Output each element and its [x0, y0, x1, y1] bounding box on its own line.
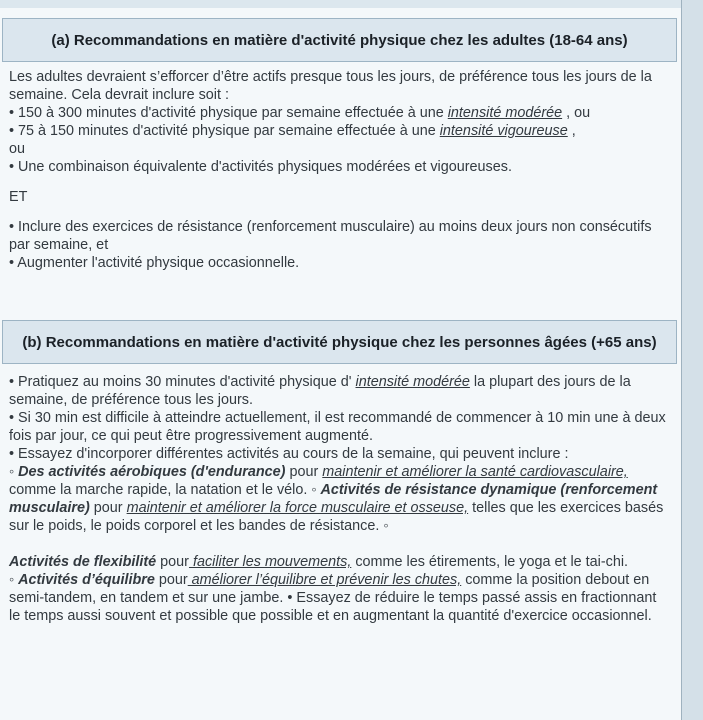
section-b-balance: ◦ Activités d’équilibre pour améliorer l’équilibre et prévenir les chutes, comme la position debout en semi-tandem, en tandem et sur une jambe. • Essayez de réduire le temps passé assis en fractionnant le temps aussi souvent et possible que possible et en augmentant la quantité d'exercice occasionnel.: [9, 572, 657, 624]
section-b-point-3: • Essayez d'incorporer différentes activités au cours de la semaine, qui peuvent inclure :: [9, 446, 569, 462]
section-a-bullet-1: • 150 à 300 minutes d'activité physique par semaine effectuée à une intensité modérée , ou: [9, 105, 591, 121]
cardio-health-link[interactable]: maintenir et améliorer la santé cardiovasculaire,: [322, 464, 628, 480]
balance-falls-link[interactable]: améliorer l’équilibre et prévenir les chutes,: [187, 572, 462, 588]
section-b-point-1: • Pratiquez au moins 30 minutes d'activité physique d' intensité modérée la plupart des jours de la semaine, de préférence tous les jours.: [9, 374, 631, 408]
section-a-bullet-5: • Augmenter l'activité physique occasionnelle.: [9, 255, 300, 271]
section-b-title: (b) Recommandations en matière d'activité physique chez les personnes âgées (+65 ans): [2, 320, 677, 364]
section-a-or: ou: [9, 141, 26, 157]
section-a-body: [9, 68, 669, 272]
muscle-strength-link[interactable]: maintenir et améliorer la force musculaire et osseuse,: [126, 500, 469, 516]
section-a-intro: Les adultes devraient s’efforcer d’être actifs presque tous les jours, de préférence tous les jours de la semaine. Cela devrait inclure soit :: [9, 69, 652, 103]
moderate-intensity-link-b[interactable]: intensité modérée: [355, 374, 470, 390]
vigorous-intensity-link[interactable]: intensité vigoureuse: [439, 123, 568, 139]
top-edge: [0, 0, 682, 8]
balance-activities-label: Activités d’équilibre: [18, 572, 155, 588]
section-a-title: (a) Recommandations en matière d'activité physique chez les adultes (18-64 ans): [2, 18, 677, 62]
flexibility-activities-label: Activités de flexibilité: [9, 554, 157, 570]
ease-movement-link[interactable]: faciliter les mouvements,: [188, 554, 352, 570]
section-a-bullet-2: • 75 à 150 minutes d'activité physique par semaine effectuée à une intensité vigoureuse ,: [9, 123, 576, 139]
section-b-point-2: • Si 30 min est difficile à atteindre actuellement, il est recommandé de commencer à 10 min une à deux fois par jour, ce qui peut être progressivement augmenté.: [9, 410, 666, 444]
moderate-intensity-link[interactable]: intensité modérée: [447, 105, 563, 121]
section-b-body: [9, 373, 669, 625]
right-edge-frame: [681, 0, 703, 720]
section-a-bullet-3: • Une combinaison équivalente d'activités physiques modérées et vigoureuses.: [9, 159, 512, 175]
resistance-activities-label: Activités de résistance dynamique (renforcement musculaire): [9, 482, 658, 516]
section-a-and: ET: [9, 189, 28, 205]
aerobic-activities-label: Des activités aérobiques (d'endurance): [18, 464, 286, 480]
section-b-flexibility: Activités de flexibilité pour faciliter les mouvements, comme les étirements, le yoga et le tai-chi.: [9, 554, 629, 570]
section-a-bullet-4: • Inclure des exercices de résistance (renforcement musculaire) au moins deux jours non consécutifs par semaine, et: [9, 219, 652, 253]
section-b-activities: ◦ Des activités aérobiques (d'endurance) pour maintenir et améliorer la santé cardiovasculaire, comme la marche rapide, la natation et le vélo. ◦ Activités de résistance dynamique (renforcement musculaire) pour maintenir et améliorer la force musculaire et osseuse, telles que les exercices basés sur le poids, le poids corporel et les bandes de résistance. ◦: [9, 464, 664, 534]
